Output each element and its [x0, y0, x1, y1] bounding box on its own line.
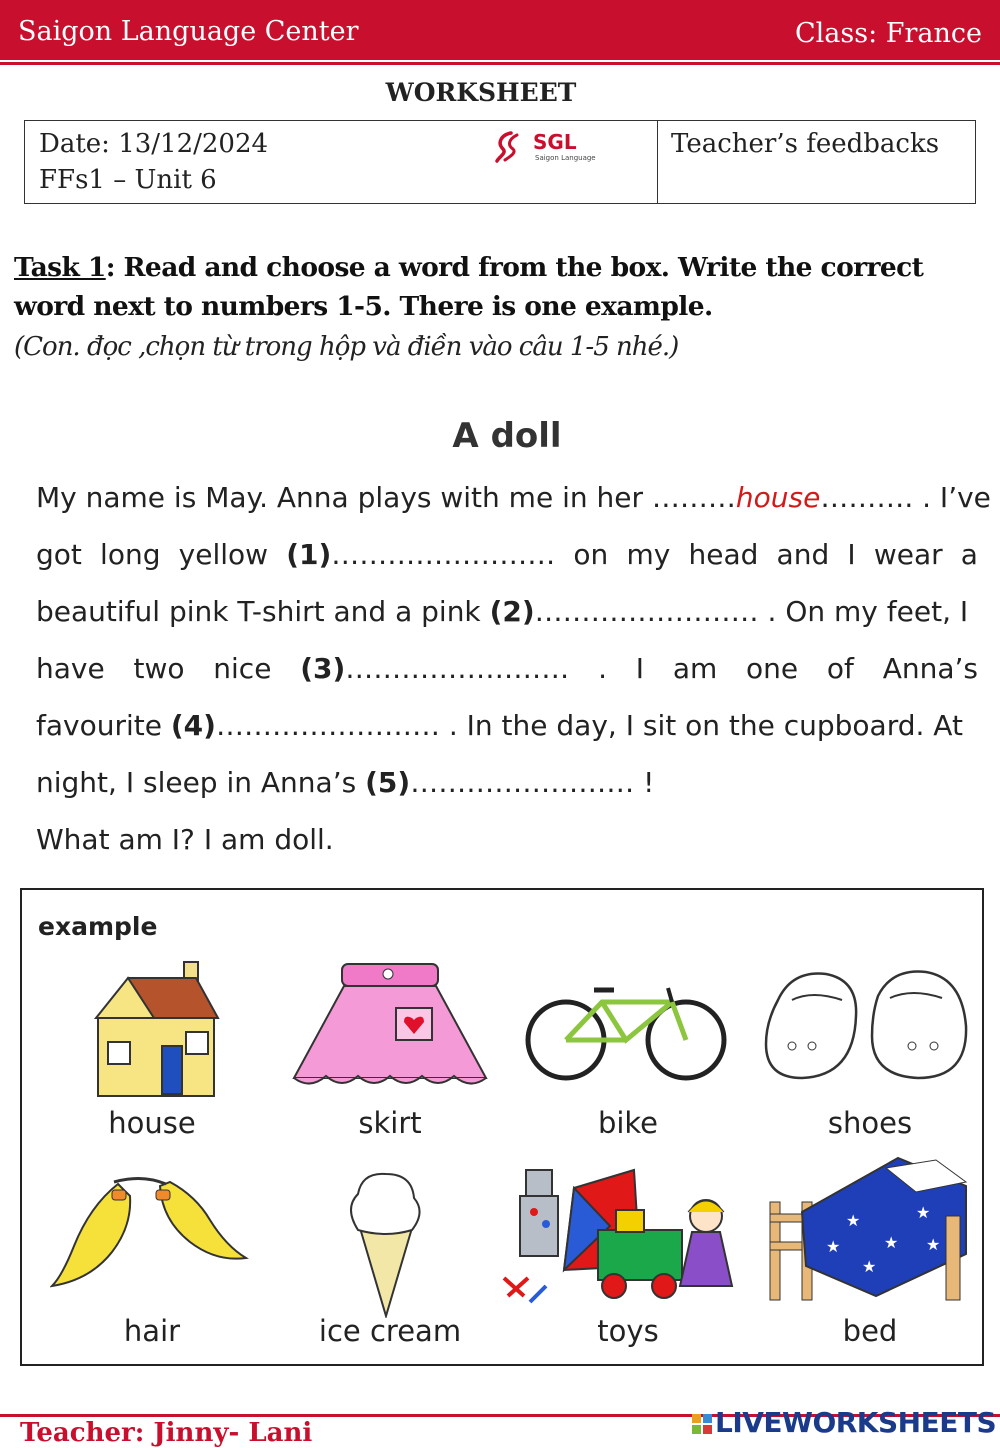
blank-number-1: (1) — [286, 538, 332, 571]
svg-text:★: ★ — [926, 1235, 941, 1254]
story-line-4 — [36, 643, 978, 700]
liveworksheets-logo-icon — [692, 1414, 712, 1434]
svg-text:★: ★ — [846, 1211, 861, 1230]
story-title: A doll — [452, 416, 562, 456]
story-text — [36, 472, 991, 871]
logo-text: SGL — [533, 130, 577, 154]
word: I — [635, 652, 645, 685]
word: long — [100, 538, 161, 571]
word: and — [776, 538, 830, 571]
svg-text:★: ★ — [862, 1257, 877, 1276]
liveworksheets-text: LIVEWORKSHEETS — [715, 1406, 997, 1439]
word: yellow — [178, 538, 269, 571]
header-bar — [0, 0, 1000, 60]
word: got — [36, 538, 82, 571]
story-line-3-a: beautiful pink T-shirt and a pink — [36, 595, 490, 628]
blank-number-2: (2) — [489, 595, 535, 628]
word-box — [20, 888, 984, 1366]
task-instruction — [14, 248, 974, 326]
story-line-2 — [36, 529, 978, 586]
blank-1[interactable]: …………………… — [331, 538, 556, 571]
word-skirt: skirt — [358, 1106, 422, 1140]
blank-number-4: (4) — [170, 709, 216, 742]
ice-cream-icon — [340, 1168, 430, 1318]
word-bike: bike — [597, 1106, 659, 1140]
word-hair: hair — [123, 1314, 181, 1348]
teacher-name: Teacher: Jinny- Lani — [20, 1418, 313, 1448]
word: am — [672, 652, 718, 685]
worksheet-title: WORKSHEET — [385, 78, 577, 107]
task-label: Task 1 — [14, 252, 106, 283]
sgl-logo-icon — [495, 127, 605, 167]
word: . — [598, 652, 607, 685]
hair-icon — [50, 1176, 250, 1290]
class-label: Class: France — [794, 18, 982, 49]
word: nice — [213, 652, 272, 685]
word: I — [847, 538, 856, 571]
story-line-5-b[interactable]: …………………… . In the day, I sit on the cupboard. At — [215, 709, 963, 742]
story-line-5 — [36, 700, 978, 757]
svg-text:★: ★ — [884, 1233, 899, 1252]
task-instruction-text: : Read and choose a word from the box. Write the correct word next to numbers 1-5. There is one example. — [14, 252, 924, 322]
word: on — [573, 538, 609, 571]
header-rule — [0, 62, 1000, 65]
bike-icon — [522, 978, 732, 1084]
shoes-icon — [762, 966, 972, 1082]
word: of — [826, 652, 854, 685]
feedback-label: Teacher’s feedbacks — [671, 129, 940, 159]
word-bed: bed — [842, 1314, 898, 1348]
logo-subtext: Saigon Language — [535, 154, 596, 162]
word: a — [960, 538, 978, 571]
word-toys: toys — [597, 1314, 659, 1348]
info-table — [24, 120, 976, 204]
example-answer: house — [735, 481, 821, 514]
story-line-6-b[interactable]: …………………… ! — [410, 766, 655, 799]
story-line-7: What am I? I am doll. — [36, 823, 334, 856]
word-house: house — [108, 1106, 196, 1140]
task-instruction-vi: (Con. đọc ,chọn từ trong hộp và điền vào câu 1-5 nhé.) — [14, 332, 679, 362]
story-line-5-a: favourite — [36, 709, 171, 742]
toys-icon — [500, 1166, 748, 1316]
story-line-1-b: ………. . I’ve — [820, 481, 991, 514]
info-left-cell — [25, 121, 658, 203]
liveworksheets-watermark — [692, 1406, 996, 1439]
blank-number-3: (3) — [300, 652, 346, 685]
skirt-icon — [290, 962, 490, 1094]
word: wear — [873, 538, 943, 571]
example-label: example — [38, 912, 158, 941]
blank-number-5: (5) — [365, 766, 411, 799]
word: my — [626, 538, 671, 571]
house-icon — [88, 956, 228, 1098]
story-line-3 — [36, 586, 978, 643]
story-line-3-b[interactable]: …………………… . On my feet, I — [534, 595, 969, 628]
center-name: Saigon Language Center — [18, 16, 359, 47]
svg-text:★: ★ — [826, 1237, 841, 1256]
date-text: Date: 13/12/2024 — [39, 129, 269, 159]
word: Anna’s — [882, 652, 978, 685]
bed-icon — [766, 1156, 972, 1304]
word: two — [133, 652, 185, 685]
unit-text: FFs1 – Unit 6 — [39, 165, 217, 195]
story-line-6-a: night, I sleep in Anna’s — [36, 766, 366, 799]
blank-3[interactable]: …………………… — [345, 652, 570, 685]
svg-text:★: ★ — [916, 1203, 931, 1222]
word: one — [746, 652, 799, 685]
story-line-1-a: My name is May. Anna plays with me in her ……… — [36, 481, 736, 514]
word: head — [688, 538, 759, 571]
story-line-1 — [36, 472, 991, 529]
word-shoes: shoes — [827, 1106, 913, 1140]
story-line-6 — [36, 757, 978, 814]
word-ice-cream: ice cream — [318, 1314, 462, 1348]
word: have — [36, 652, 105, 685]
